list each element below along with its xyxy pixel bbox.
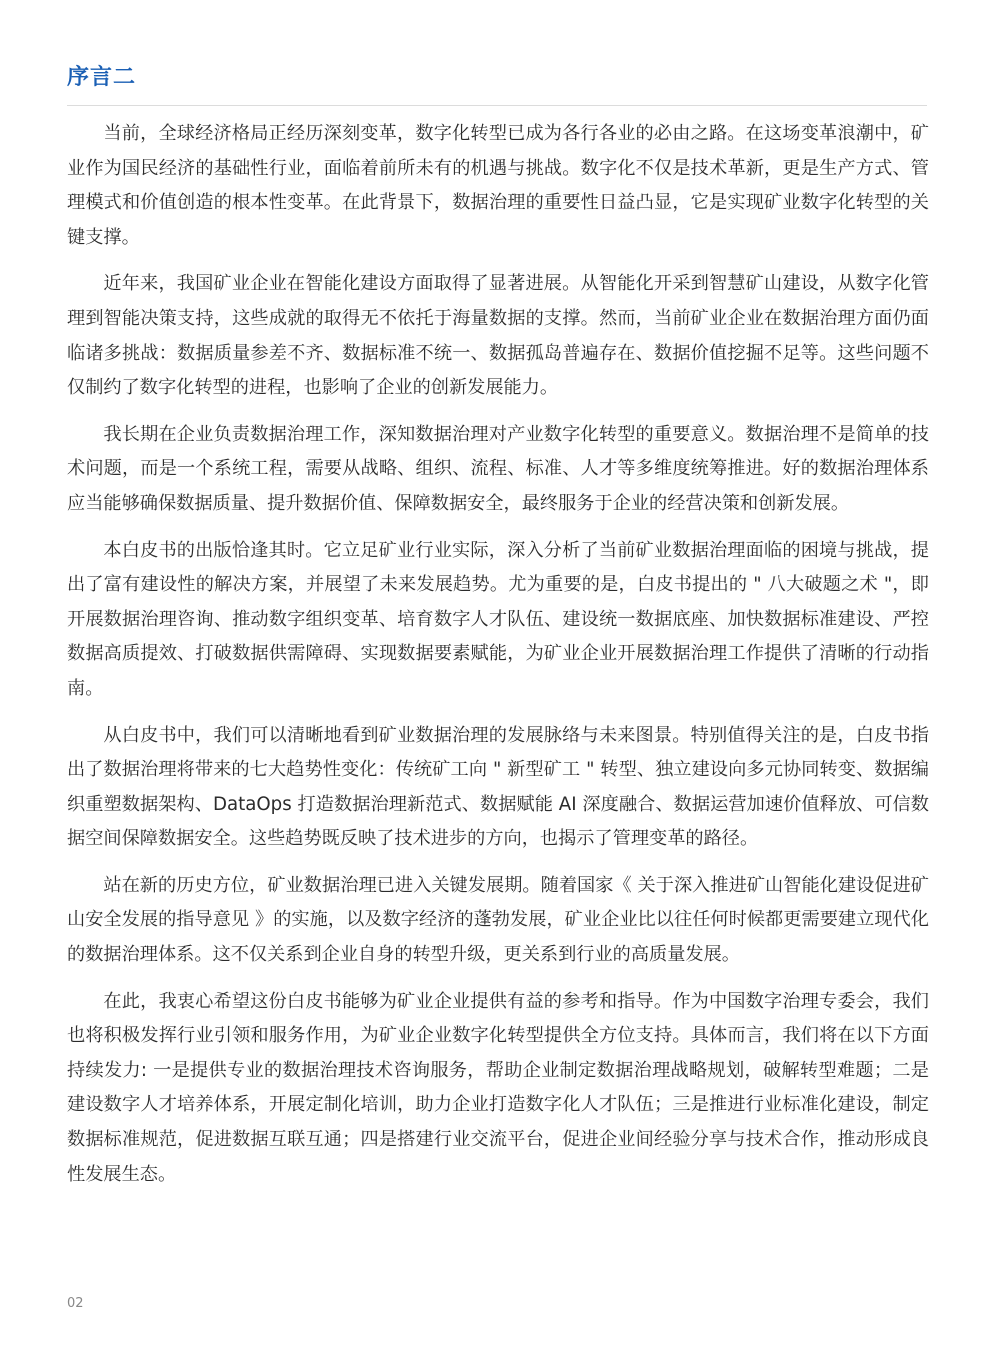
page-number: 02	[67, 1296, 84, 1311]
paragraph-4: 本白皮书的出版恰逢其时。它立足矿业行业实际，深入分析了当前矿业数据治理面临的困境与挑战，提出了富有建设性的解决方案，并展望了未来发展趋势。尤为重要的是，白皮书提出的 " 八大破题之术 "，即开展数据治理咨询、推动数字组织变革、培育数字人才队伍、建设统一数据底座、加快数据标准建设、严控数据高质提效、打破数据供需障碍、实现数据要素赋能，为矿业企业开展数据治理工作提供了清晰的行动指南。	[67, 539, 929, 699]
paragraph-2: 近年来，我国矿业企业在智能化建设方面取得了显著进展。从智能化开采到智慧矿山建设，从数字化管理到智能决策支持，这些成就的取得无不依托于海量数据的支撑。然而，当前矿业企业在数据治理方面仍面临诸多挑战：数据质量参差不齐、数据标准不统一、数据孤岛普遍存在、数据价值挖掘不足等。这些问题不仅制约了数字化转型的进程，也影响了企业的创新发展能力。	[67, 273, 929, 399]
paragraph-1: 当前，全球经济格局正经历深刻变革，数字化转型已成为各行各业的必由之路。在这场变革浪潮中，矿业作为国民经济的基础性行业，面临着前所未有的机遇与挑战。数字化不仅是技术革新，更是生产方式、管理模式和价值创造的根本性变革。在此背景下，数据治理的重要性日益凸显，它是实现矿业数字化转型的关键支撑。	[67, 123, 929, 248]
paragraph-7: 在此，我衷心希望这份白皮书能够为矿业企业提供有益的参考和指导。作为中国数字治理专委会，我们也将积极发挥行业引领和服务作用，为矿业企业数字化转型提供全方位支持。具体而言，我们将在以下方面持续发力: 一是提供专业的数据治理技术咨询服务，帮助企业制定数据治理战略规划，破解转型难题；二是建设数字人才培养体系，开展定制化培训，助力企业打造数字化人才队伍；三是推进行业标准化建设，制定数据标准规范，促进数据互联互通；四是搭建行业交流平台，促进企业间经验分享与技术合作，推动形成良性发展生态。	[67, 990, 929, 1185]
paragraph-6: 站在新的历史方位，矿业数据治理已进入关键发展期。随着国家《 关于深入推进矿山智能化建设促进矿山安全发展的指导意见 》的实施，以及数字经济的蓬勃发展，矿业企业比以往任何时候都更需要建立现代化的数据治理体系。这不仅关系到企业自身的转型升级，更关系到行业的高质量发展。	[67, 874, 929, 966]
body-text	[67, 117, 929, 1204]
paragraph-5: 从白皮书中，我们可以清晰地看到矿业数据治理的发展脉络与未来图景。特别值得关注的是，白皮书指出了数据治理将带来的七大趋势性变化：传统矿工向 " 新型矿工 " 转型、独立建设向多元协同转变、数据编织重塑数据架构、DataOps 打造数据治理新范式、数据赋能 AI 深度融合、数据运营加速价值释放、可信数据空间保障数据安全。这些趋势既反映了技术进步的方向，也揭示了管理变革的路径。	[67, 724, 929, 850]
paragraph-3: 我长期在企业负责数据治理工作，深知数据治理对产业数字化转型的重要意义。数据治理不是简单的技术问题，而是一个系统工程，需要从战略、组织、流程、标准、人才等多维度统筹推进。好的数据治理体系应当能够确保数据质量、提升数据价值、保障数据安全，最终服务于企业的经营决策和创新发展。	[67, 423, 929, 514]
title-divider	[67, 105, 927, 106]
section-title: 序言二	[67, 65, 137, 90]
